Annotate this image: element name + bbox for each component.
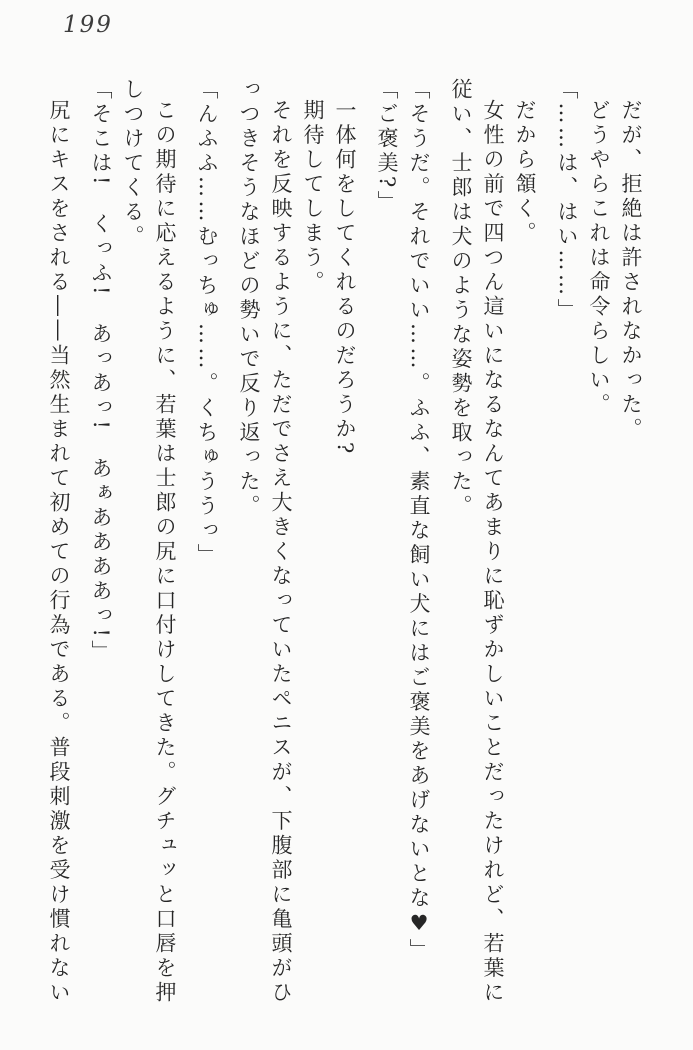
text-line: 「……は、はい……」 — [555, 78, 579, 323]
text-line: この期待に応えるように、若葉は士郎の尻に口付けしてきた。グチュッと口唇を押 — [153, 99, 177, 1006]
text-line: 一体何をしてくれるのだろうか? — [333, 99, 357, 457]
text-line: だから頷く。 — [513, 99, 537, 246]
text-line: 「ご褒美?」 — [375, 78, 399, 216]
text-line: 女性の前で四つん這いになるなんてあまりに恥ずかしいことだったけれど、若葉に — [481, 99, 505, 1006]
text-line: 尻にキスをされる――当然生まれて初めての行為である。普段刺激を受け慣れない — [47, 99, 71, 1006]
text-line: だが、拒絶は許されなかった。 — [619, 99, 643, 442]
text-line: どうやらこれは命令らしい。 — [587, 99, 611, 418]
text-line: それを反映するように、ただでさえ大きくなっていたペニスが、下腹部に亀頭がひ — [269, 99, 293, 1006]
text-line: 「そうだ。それでいい……。ふふ、素直な飼い犬にはご褒美をあげないとな♥」 — [407, 78, 431, 963]
text-line: 従い、士郎は犬のような姿勢を取った。 — [449, 78, 473, 519]
text-line: っつきそうなほどの勢いで反り返った。 — [237, 78, 261, 519]
text-line: しつけてくる。 — [121, 78, 145, 250]
text-line: 期待してしまう。 — [301, 99, 325, 295]
page-number: 199 — [63, 12, 113, 38]
text-line: 「んふふ……むっちゅ……。くちゅううっ」 — [195, 78, 219, 568]
vertical-text-block — [43, 78, 647, 1018]
text-line: 「そこは! くっふ! あっあっ! あぁああああっ!」 — [89, 78, 113, 665]
